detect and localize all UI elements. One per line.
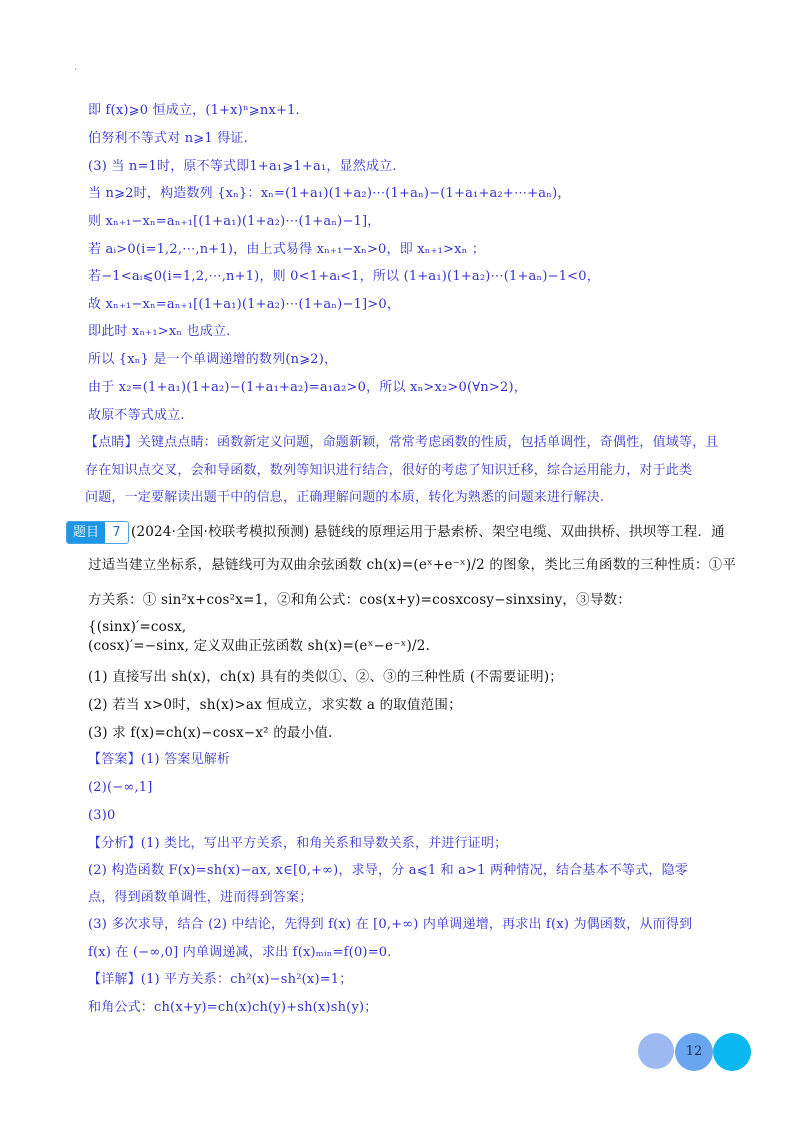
comment-line: 问题，一定要解读出题干中的信息，正确理解问题的本质，转化为熟悉的问题来进行解决.: [85, 490, 605, 505]
solution-line: 由于 x₂=(1+a₁)(1+a₂)−(1+a₁+a₂)=a₁a₂>0，所以 xₙ>x₂>0(∀n>2)，: [88, 380, 527, 395]
comment-line: 存在知识点交叉，会和导函数，数列等知识进行结合，很好的考虑了知识迁移，综合运用能力，对于此类: [85, 463, 693, 478]
solution-line: 故原不等式成立.: [88, 408, 185, 423]
problem-line: (2) 若当 x>0时，sh(x)>ax 恒成立，求实数 a 的取值范围；: [88, 697, 462, 713]
answer-line: (3)0: [88, 808, 116, 823]
comment-line: 【点睛】关键点点睛：函数新定义问题，命题新颖，常常考虑函数的性质，包括单调性，奇偶性，值域等，且: [85, 435, 719, 450]
solution-line: 若−1<aᵢ⩽0(i=1,2,⋯,n+1)，则 0<1+aᵢ<1，所以 (1+a₁)(1+a₂)⋯(1+aₙ)−1<0，: [88, 269, 600, 284]
solution-line: 即 f(x)⩾0 恒成立，(1+x)ⁿ⩾nx+1.: [88, 103, 300, 118]
analysis-line: (3) 多次求导，结合 (2) 中结论，先得到 f(x) 在 [0,+∞) 内单调递增，再求出 f(x) 为偶函数，从而得到: [88, 917, 693, 932]
badge-number: 7: [105, 522, 128, 543]
solution-line: 伯努利不等式对 n⩾1 得证.: [88, 131, 248, 146]
solution-line: 即此时 xₙ₊₁>xₙ 也成立.: [88, 324, 231, 339]
solution-line: 所以 {xₙ} 是一个单调递增的数列(n⩾2)，: [88, 352, 338, 367]
decor-circle: [638, 1033, 674, 1069]
solution-line: 则 xₙ₊₁−xₙ=aₙ₊₁[(1+a₁)(1+a₂)⋯(1+aₙ)−1]，: [88, 214, 381, 229]
answer-line: 【答案】(1) 答案见解析: [88, 752, 231, 767]
analysis-line: f(x) 在 (−∞,0] 内单调递减，求出 f(x)ₘᵢₙ=f(0)=0.: [88, 945, 392, 960]
detail-line: 【详解】(1) 平方关系：ch²(x)−sh²(x)=1；: [88, 972, 353, 987]
problem-line: 过适当建立坐标系，悬链线可为双曲余弦函数 ch(x)=(eˣ+e⁻ˣ)/2 的图象，类比三角函数的三种性质：①平: [88, 557, 737, 573]
problem-line: 方关系：① sin²x+cos²x=1，②和角公式：cos(x+y)=cosxcosy−sinxsiny，③导数：: [88, 592, 631, 608]
solution-line: 当 n⩾2时，构造数列 {xₙ}：xₙ=(1+a₁)(1+a₂)⋯(1+aₙ)−(1+a₁+a₂+⋯+aₙ)，: [88, 186, 571, 201]
badge-label: 题目: [67, 522, 105, 543]
problem-line: (1) 直接写出 sh(x)，ch(x) 具有的类似①、②、③的三种性质 (不需要证明)；: [88, 669, 563, 685]
answer-line: (2)(−∞,1]: [88, 780, 153, 795]
analysis-line: 点，得到函数单调性，进而得到答案；: [88, 890, 313, 905]
problem-line: (cosx)′=−sinx, 定义双曲正弦函数 sh(x)=(eˣ−e⁻ˣ)/2.: [88, 638, 430, 654]
decor-circle: [713, 1033, 751, 1071]
problem-badge: [66, 521, 129, 544]
page-number: 12: [685, 1044, 703, 1059]
problem-line: (3) 求 f(x)=ch(x)−cosx−x² 的最小值.: [88, 725, 333, 741]
solution-line: 若 aᵢ>0(i=1,2,⋯,n+1)，由上式易得 xₙ₊₁−xₙ>0，即 xₙ₊₁>xₙ ；: [88, 242, 486, 257]
problem-line: (2024·全国·校联考模拟预测) 悬链线的原理运用于悬索桥、架空电缆、双曲拱桥、拱坝等工程．通: [131, 524, 725, 540]
analysis-line: (2) 构造函数 F(x)=sh(x)−ax, x∈[0,+∞)，求导，分 a⩽1 和 a>1 两种情况，结合基本不等式，隐零: [88, 863, 689, 878]
solution-line: 故 xₙ₊₁−xₙ=aₙ₊₁[(1+a₁)(1+a₂)⋯(1+aₙ)−1]>0，: [88, 297, 401, 312]
analysis-line: 【分析】(1) 类比，写出平方关系，和角关系和导数关系，并进行证明；: [88, 836, 508, 851]
solution-line: (3) 当 n=1时，原不等式即1+a₁⩾1+a₁，显然成立.: [88, 159, 397, 174]
detail-line: 和角公式：ch(x+y)=ch(x)ch(y)+sh(x)sh(y)；: [88, 1000, 378, 1015]
stray-dot: .: [74, 62, 78, 73]
problem-line: {(sinx)′=cosx,: [88, 619, 187, 635]
